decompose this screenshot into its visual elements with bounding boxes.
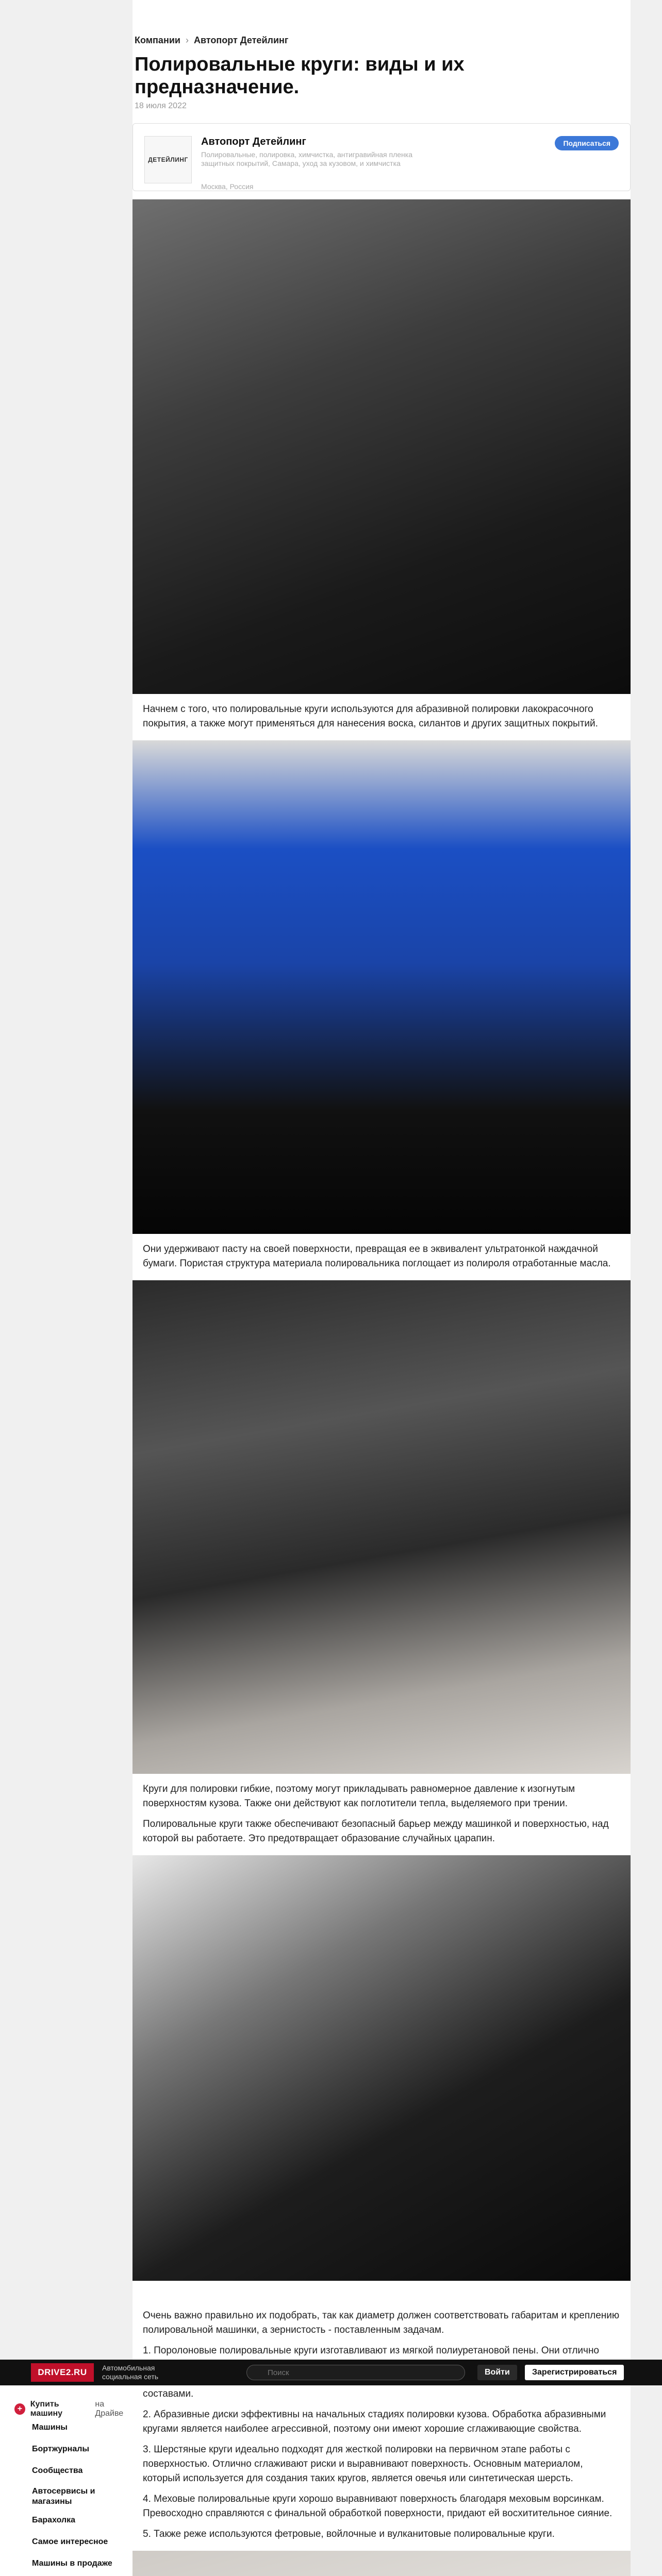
article-photo	[133, 740, 631, 1234]
publish-date: 18 июля 2022	[135, 101, 187, 110]
author-description: Полировальные, полировка, химчистка, антигравийная пленка защитных покрытий, Самара, уход за кузовом, и химчистка	[201, 150, 412, 167]
article-photo	[133, 199, 631, 694]
register-button[interactable]: Зарегистрироваться	[525, 2365, 624, 2380]
author-card	[133, 123, 631, 191]
sidebar	[0, 2385, 133, 2576]
article-paragraph: Они удерживают пасту на своей поверхности, превращая ее в эквивалент ультратонкой наждачной бумаги. Пористая структура материала полировальника поглощает из полироля отработанные масла.	[143, 1244, 611, 1269]
sidebar-item-communities[interactable]: Сообщества	[32, 2466, 83, 2475]
site-logo[interactable]: DRIVE2.RU	[31, 2363, 94, 2382]
search-input[interactable]	[246, 2365, 465, 2380]
article	[133, 0, 631, 2576]
author-logo[interactable]: ДЕТЕЙЛИНГ	[144, 136, 192, 183]
sidebar-item-services[interactable]: Автосервисы и магазины	[32, 2487, 95, 2506]
sidebar-item-cars-for-sale[interactable]: Машины в продаже	[32, 2559, 112, 2568]
sidebar-sell-car[interactable]	[14, 2400, 133, 2418]
article-paragraph: 4. Меховые полировальные круги хорошо выравнивают поверхность благодаря меховым ворсинкам. Превосходно справляются с финальной обработкой поверхности, придают ей восхитительное сияние.	[143, 2494, 613, 2519]
article-paragraph: Начнем с того, что полировальные круги используются для абразивной полировки лакокрасочного покрытия, а также могут применяться для нанесения воска, силантов и других защитных покрытий.	[143, 704, 598, 729]
site-header	[0, 2360, 662, 2385]
sidebar-sell-sub: на Драйве	[95, 2400, 124, 2418]
article-photo	[133, 1280, 631, 1774]
sidebar-sell-label: Купить машину	[30, 2400, 63, 2418]
author-name[interactable]: Автопорт Детейлинг	[201, 136, 306, 147]
breadcrumb-company-link[interactable]: Автопорт Детейлинг	[193, 35, 289, 45]
site-tagline: Автомобильная социальная сеть	[102, 2364, 159, 2381]
car-sell-icon: +	[14, 2403, 25, 2415]
article-paragraph: Круги для полировки гибкие, поэтому могут прикладывать равномерное давление к изогнутым поверхностям кузова. Также они действуют как поглотители тепла, выделяемого при трении.	[143, 1784, 575, 1809]
article-paragraph: Полировальные круги также обеспечивают безопасный барьер между машинкой и поверхностью, над которой вы работаете. Это предотвращает образование случайных царапин.	[143, 1819, 609, 1844]
login-button[interactable]: Войти	[477, 2365, 517, 2380]
article-paragraph: 2. Абразивные диски эффективны на начальных стадиях полировки кузова. Обработка абразивными кругами является наиболее агрессивной, поэтому они имеют хорошие сглаживающие свойства.	[143, 2409, 606, 2434]
article-photo	[133, 2551, 631, 2576]
breadcrumb-separator-icon: ›	[185, 35, 189, 45]
page-title: Полировальные круги: виды и их предназначение.	[135, 54, 465, 98]
article-paragraph: 1. Поролоновые полировальные круги изготавливают из мягкой полиуретановой пены. Они отлично составами.	[143, 2345, 600, 2399]
breadcrumb	[133, 0, 631, 46]
article-paragraph: Очень важно правильно их подобрать, так как диаметр должен соответствовать габаритам и креплению полировальной машинки, а зернистость - поставленным задачам.	[143, 2310, 620, 2335]
article-photo	[133, 1855, 631, 2281]
author-location: Москва, Россия	[201, 182, 254, 191]
sidebar-item-cars[interactable]: Машины	[32, 2423, 68, 2432]
article-paragraph: 3. Шерстяные круги идеально подходят для жесткой полировки на первичном этапе работы с поверхностью. Отлично сглаживают риски и выравнивают поверхность. Основным материалом, который используется для создания таких кругов, является овечья или синтетическая шерсть.	[143, 2444, 583, 2484]
subscribe-button[interactable]: Подписаться	[555, 136, 619, 150]
breadcrumb-section-link[interactable]: Компании	[135, 35, 180, 45]
article-paragraph: 5. Также реже используются фетровые, войлочные и вулканитовые полировальные круги.	[143, 2529, 555, 2539]
sidebar-item-market[interactable]: Барахолка	[32, 2516, 76, 2524]
sidebar-item-logbooks[interactable]: Бортжурналы	[32, 2445, 90, 2453]
sidebar-item-interesting[interactable]: Самое интересное	[32, 2537, 108, 2546]
